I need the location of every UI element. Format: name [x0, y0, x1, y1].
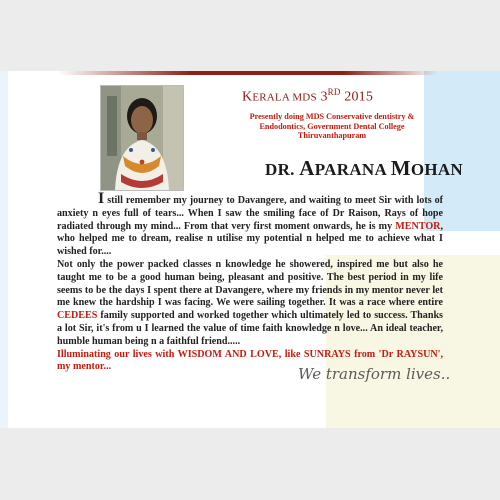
testimonial-paragraph-1 [57, 190, 443, 259]
last-name-rest: OHAN [410, 160, 464, 179]
decorative-left-band [0, 71, 8, 428]
first-name-rest: PARANA [314, 160, 387, 179]
testimonial-paragraph-2 [57, 259, 443, 349]
portrait-image [101, 86, 183, 190]
mentor-highlight: MENTOR [395, 220, 441, 232]
testimonial-body [57, 190, 443, 374]
first-name-initial: A [299, 156, 315, 180]
title-initial: K [242, 89, 253, 105]
portrait-photo [100, 85, 184, 191]
paragraph-1-text-b: , who helped me to dream, realise n utilise my potential n helped me to achieve what I wished for.... [57, 220, 443, 258]
current-position [232, 112, 432, 141]
title-ordinal-number: 3 [320, 89, 328, 105]
paragraph-1-text-a: still remember my journey to Davangere, and waiting to meet Sir with lots of anxiety n eyes full of tears... When I saw the smiling face of Dr Raison, Rays of hope radiated through my mind... From that very first moment onwards, he is my [57, 195, 443, 232]
testimonial-card [0, 71, 500, 428]
position-line-3: Thiruvanthapuram [297, 131, 367, 141]
paragraph-2-text-b: family supported and worked together which ultimately led to success. Thanks a lot Sir, it's from u I learned the value of time faith knowledge n love... An ideal teacher, humble human being n a faithful friend..... [57, 310, 443, 347]
position-line-1: Presently doing MDS Conservative dentistry & [249, 112, 415, 121]
batch-title [242, 87, 422, 106]
paragraph-2-text-a: Not only the power packed classes n knowledge he showered, inspired me but also he taught me to be a good human being, pleasant and positive. The best period in my life seems to be the days I spent there at Davangere, where my friends in my mentor never let me knew the hardship I was facing. We were sailing together. It was a race where entire [57, 258, 443, 309]
tagline: We transform lives.. [298, 365, 451, 383]
title-text: ERALA MDS [252, 91, 317, 104]
drop-cap: I [98, 190, 105, 207]
title-year: 2015 [344, 89, 374, 105]
cedees-highlight: CEDEES [57, 310, 98, 322]
last-name-initial: M [390, 156, 411, 180]
name-prefix: DR. [265, 160, 295, 179]
position-line-2: Endodontics, Government Dental College [259, 121, 405, 131]
closing-statement: Illuminating our lives with WISDOM AND LOVE, like SUNRAYS from 'Dr RAYSUN', my mentor... [57, 348, 443, 373]
person-name [265, 156, 463, 181]
top-divider [58, 71, 438, 75]
title-ordinal-suffix: RD [327, 87, 341, 97]
